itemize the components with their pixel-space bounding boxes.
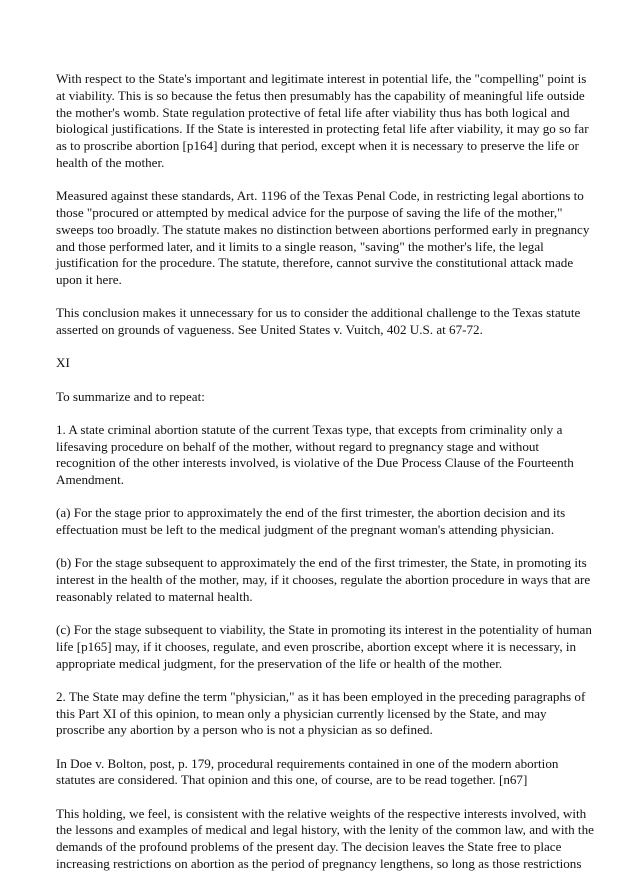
section-heading: XI — [56, 355, 70, 371]
paragraph-holding-1: 1. A state criminal abortion statute of the current Texas type, that excepts from criminality only a lifesaving procedure on behalf of the mother, without regard to pregnancy stage and without recognition of the other interests involved, is violative of the Due Process Clause of the Fourteenth Amendment. — [56, 421, 574, 488]
paragraph-holding-1a: (a) For the stage prior to approximately the end of the first trimester, the abortion decision and its effectuation must be left to the medical judgment of the pregnant woman's attending physician. — [56, 505, 566, 538]
paragraph-summary-intro: To summarize and to repeat: — [56, 388, 205, 404]
paragraph-vagueness: This conclusion makes it unnecessary for us to consider the additional challenge to the Texas statute asserted on grounds of vagueness. See United States v. Vuitch, 402 U.S. at 67-72. — [56, 305, 581, 338]
paragraph-doe-v-bolton: In Doe v. Bolton, post, p. 179, procedural requirements contained in one of the modern abortion statutes are considered. That opinion and this one, of course, are to be read together. [n67] — [56, 755, 559, 788]
paragraph-conclusion: This holding, we feel, is consistent with the relative weights of the respective interests involved, with the lessons and examples of medical and legal history, with the lenity of the common law, and with the demands of the profound problems of the present day. The decision leaves the State free to place increasing restrictions on abortion as the period of pregnancy lengthens, so long as those restrictions — [56, 805, 594, 871]
paragraph-viability: With respect to the State's important and legitimate interest in potential life, the "compelling" point is at viability. This is so because the fetus then presumably has the capability of meaningful life outside the mother's womb. State regulation protective of fetal life after viability thus has both logical and biological justifications. If the State is interested in protecting fetal life after viability, it may go so far as to proscribe abortion [p164] during that period, except when it is necessary to preserve the life or health of the mother. — [56, 71, 589, 170]
paragraph-holding-1c: (c) For the stage subsequent to viability, the State in promoting its interest in the potentiality of human life [p165] may, if it chooses, regulate, and even proscribe, abortion except where it is necessary, in appropriate medical judgment, for the preservation of the life or health of the mother. — [56, 622, 592, 671]
paragraph-holding-1b: (b) For the stage subsequent to approximately the end of the first trimester, the State, in promoting its interest in the health of the mother, may, if it chooses, regulate the abortion procedure in ways that are reasonably related to maternal health. — [56, 555, 591, 604]
paragraph-holding-2: 2. The State may define the term "physician," as it has been employed in the preceding paragraphs of this Part XI of this opinion, to mean only a physician currently licensed by the State, and may proscribe any abortion by a person who is not a physician as so defined. — [56, 688, 586, 738]
paragraph-texas-penal-code: Measured against these standards, Art. 1196 of the Texas Penal Code, in restricting legal abortions to those "procured or attempted by medical advice for the purpose of saving the life of the mother," sweeps too broadly. The statute makes no distinction between abortions performed early in pregnancy and those performed later, and it limits to a single reason, "saving" the mother's life, the legal justification for the procedure. The statute, therefore, cannot survive the constitutional attack made upon it here. — [56, 188, 590, 288]
document-page — [56, 71, 596, 873]
